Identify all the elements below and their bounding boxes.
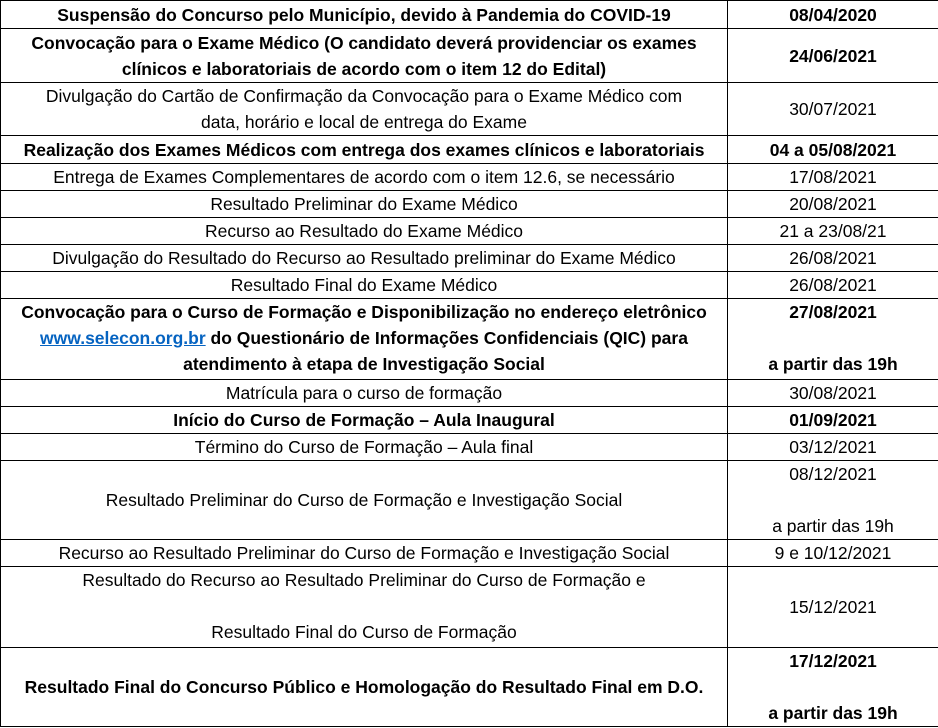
event-cell: Divulgação do Resultado do Recurso ao Resultado preliminar do Exame Médico: [1, 245, 728, 272]
table-row: [1, 380, 938, 407]
selecon-link[interactable]: www.selecon.org.br: [40, 328, 206, 348]
event-line: Convocação para o Curso de Formação e Disponibilização no endereço eletrônico: [21, 302, 707, 322]
table-row: [1, 434, 938, 461]
event-cell: [1, 29, 728, 83]
date-cell: 26/08/2021: [728, 245, 938, 272]
event-cell: Resultado Preliminar do Exame Médico: [1, 191, 728, 218]
date-cell: 30/07/2021: [728, 83, 938, 136]
table-row: [1, 29, 938, 83]
table-row: [1, 136, 938, 164]
event-line: Divulgação do Cartão de Confirmação da Convocação para o Exame Médico com: [45, 86, 683, 106]
table-row: [1, 567, 938, 648]
date-cell: 17/08/2021: [728, 164, 938, 191]
table-row: [1, 164, 938, 191]
event-cell: Resultado Preliminar do Curso de Formação e Investigação Social: [1, 461, 728, 540]
date-cell: 08/04/2020: [728, 1, 938, 29]
date-cell: 04 a 05/08/2021: [728, 136, 938, 164]
table-row: [1, 245, 938, 272]
table-row: [1, 299, 938, 380]
table-row: [1, 461, 938, 540]
table-row: [1, 540, 938, 567]
date-value: 27/08/2021: [789, 302, 877, 322]
event-cell: Matrícula para o curso de formação: [1, 380, 728, 407]
table-row: [1, 648, 938, 727]
date-cell: [728, 461, 938, 540]
table-row: [1, 191, 938, 218]
date-cell: 30/08/2021: [728, 380, 938, 407]
date-cell: 01/09/2021: [728, 407, 938, 434]
date-value: 08/12/2021: [789, 464, 877, 484]
event-line: clínicos e laboratoriais de acordo com o item 12 do Edital): [121, 58, 607, 79]
date-cell: [728, 299, 938, 380]
date-cell: 15/12/2021: [728, 567, 938, 648]
date-cell: 24/06/2021: [728, 29, 938, 83]
event-text: do Questionário de Informações Confidenciais (QIC) para: [205, 328, 688, 348]
date-cell: 21 a 23/08/21: [728, 218, 938, 245]
event-cell: Suspensão do Concurso pelo Município, devido à Pandemia do COVID-19: [1, 1, 728, 29]
event-line: Resultado do Recurso ao Resultado Preliminar do Curso de Formação e: [82, 570, 646, 590]
event-cell: Recurso ao Resultado Preliminar do Curso de Formação e Investigação Social: [1, 540, 728, 567]
table-row: [1, 83, 938, 136]
event-cell: Recurso ao Resultado do Exame Médico: [1, 218, 728, 245]
event-cell: [1, 299, 728, 380]
date-cell: 9 e 10/12/2021: [728, 540, 938, 567]
event-cell: Resultado Final do Concurso Público e Homologação do Resultado Final em D.O.: [1, 648, 728, 727]
date-value: 17/12/2021: [789, 651, 877, 671]
date-cell: [728, 648, 938, 727]
table-row: [1, 272, 938, 299]
date-note: a partir das 19h: [768, 703, 898, 723]
date-cell: 20/08/2021: [728, 191, 938, 218]
date-cell: 26/08/2021: [728, 272, 938, 299]
event-cell: Término do Curso de Formação – Aula final: [1, 434, 728, 461]
table-row: [1, 218, 938, 245]
date-note: a partir das 19h: [772, 516, 894, 536]
table-row: [1, 1, 938, 29]
event-cell: Resultado Final do Exame Médico: [1, 272, 728, 299]
event-cell: Realização dos Exames Médicos com entrega dos exames clínicos e laboratoriais: [1, 136, 728, 164]
table-row: [1, 407, 938, 434]
event-cell: [1, 83, 728, 136]
date-note: a partir das 19h: [768, 354, 898, 374]
event-line: Resultado Final do Curso de Formação: [211, 622, 517, 642]
event-line: Convocação para o Exame Médico (O candidato deverá providenciar os exames: [31, 32, 697, 53]
event-cell: [1, 567, 728, 648]
event-cell: Entrega de Exames Complementares de acordo com o item 12.6, se necessário: [1, 164, 728, 191]
event-line: [3, 325, 725, 351]
event-line: atendimento à etapa de Investigação Social: [183, 354, 545, 374]
event-cell: Início do Curso de Formação – Aula Inaugural: [1, 407, 728, 434]
date-cell: 03/12/2021: [728, 434, 938, 461]
event-line: data, horário e local de entrega do Exame: [201, 112, 527, 132]
